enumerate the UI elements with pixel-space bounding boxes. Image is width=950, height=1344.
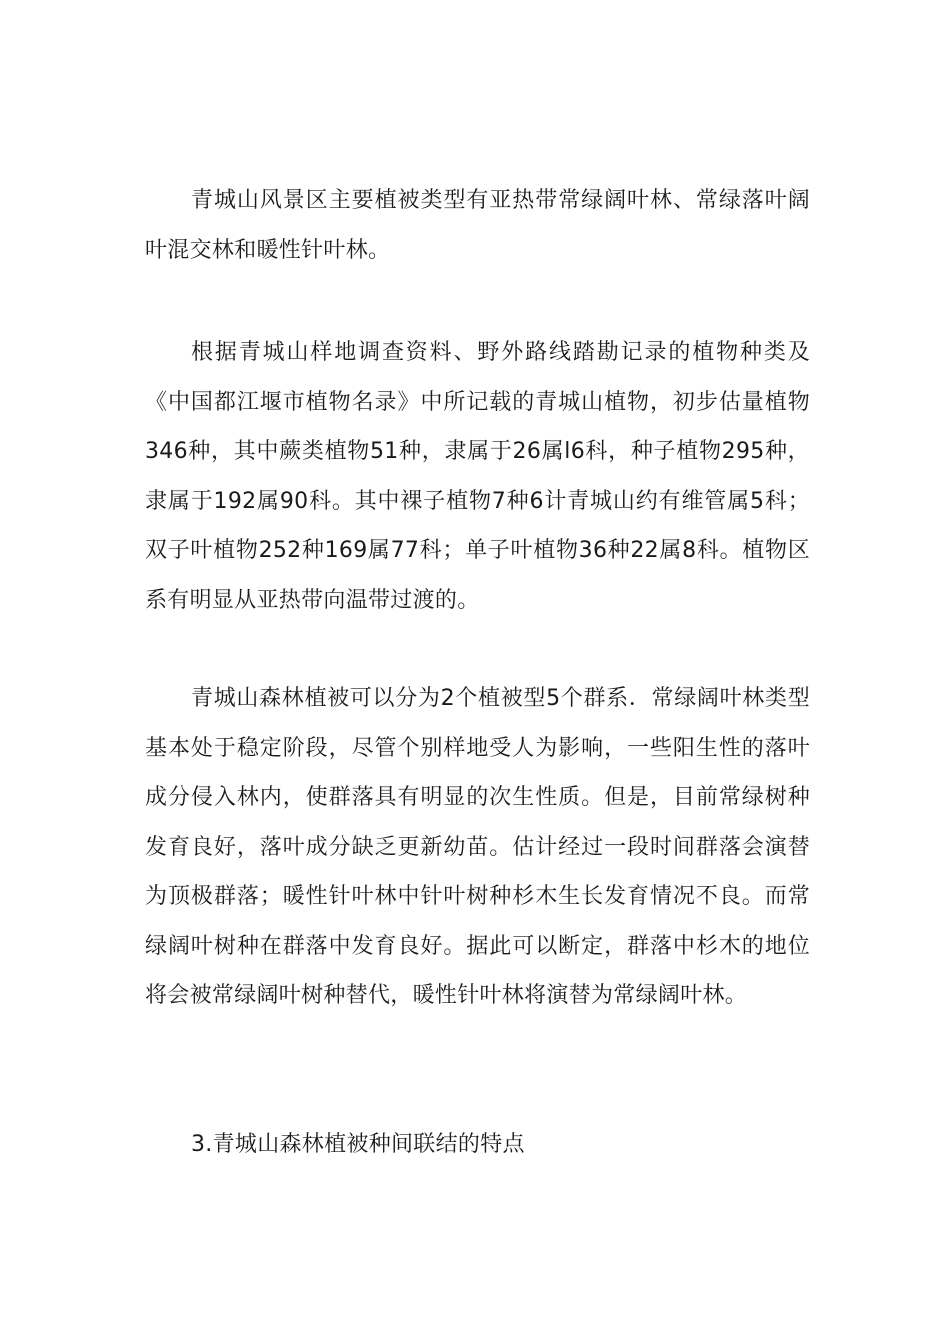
paragraph-plant-species-count: 根据青城山样地调查资料、野外路线踏勘记录的植物种类及《中国都江堰市植物名录》中所记载的青城山植物，初步估量植物346种，其中蕨类植物51种，隶属于26属l6科，种子植物295种，隶属于192属90科。其中裸子植物7种6计青城山约有维管属5科；双子叶植物252种169属77科；单子叶植物36种22属8科。植物区系有明显从亚热带向温带过渡的。 bbox=[145, 340, 810, 613]
paragraph-forest-succession: 青城山森林植被可以分为2个植被型5个群系．常绿阔叶林类型基本处于稳定阶段，尽管个别样地受人为影响，一些阳生性的落叶成分侵入林内，使群落具有明显的次生性质。但是，目前常绿树种发育良好，落叶成分缺乏更新幼苗。估计经过一段时间群落会演替为顶极群落；暖性针叶林中针叶树种杉木生长发育情况不良。而常绿阔叶树种在群落中发育良好。据此可以断定，群落中杉木的地位将会被常绿阔叶树种替代，暖性针叶林将演替为常绿阔叶林。 bbox=[145, 686, 810, 1008]
section-heading: 3.青城山森林植被种间联结的特点 bbox=[191, 1132, 525, 1157]
paragraph-vegetation-types: 青城山风景区主要植被类型有亚热带常绿阔叶林、常绿落叶阔叶混交林和暖性针叶林。 bbox=[145, 188, 810, 263]
